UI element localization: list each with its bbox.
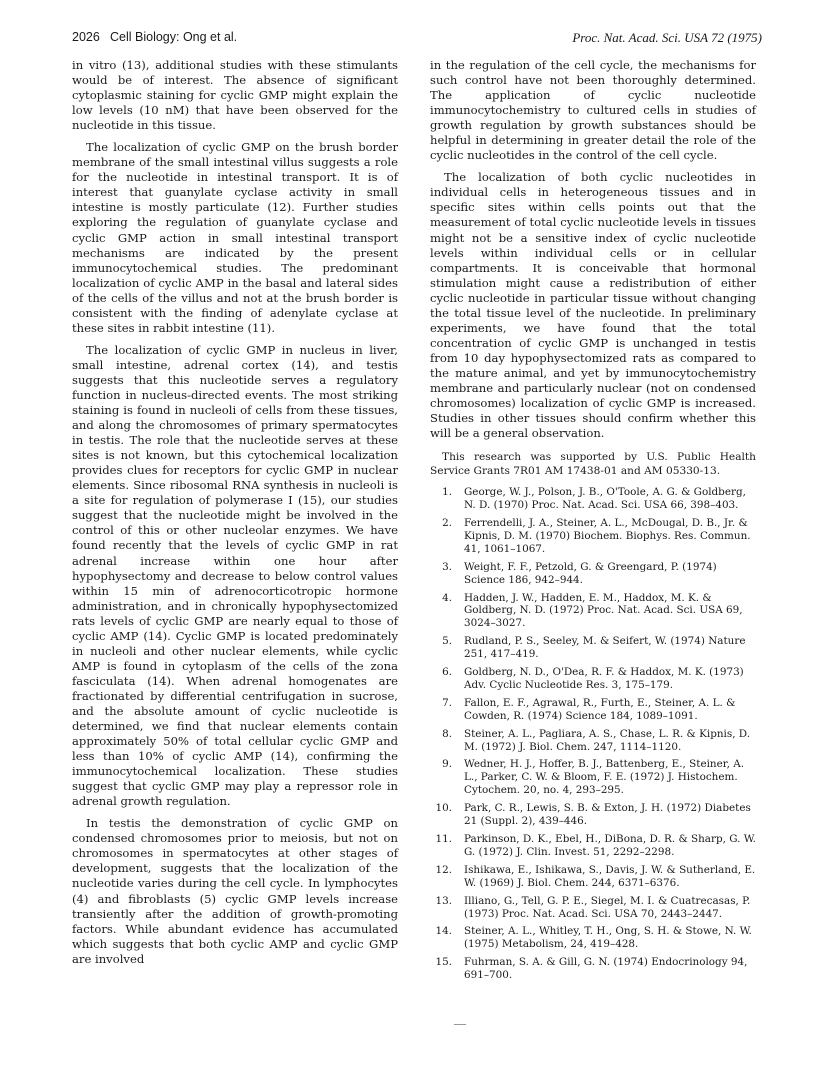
reference-number: 8. <box>442 727 452 740</box>
reference-item <box>430 833 756 859</box>
paragraph: The localization of cyclic GMP on the brush border membrane of the small intestinal villus suggests a role for the nucleotide in intestinal transport. It is of interest that guanylate cyclase activity in small intestine is mostly particulate (12). Further studies exploring the regulation of guanylate cyclase and cyclic GMP action in small intestinal transport mechanisms are indicated by the present immunocytochemical studies. The predominant localization of cyclic AMP in the basal and lateral sides of the cells of the villus and not at the brush border is consistent with the finding of adenylate cyclase at these sites in rabbit intestine (11). <box>72 140 398 335</box>
reference-number: 3. <box>442 560 452 573</box>
reference-item <box>430 666 756 692</box>
reference-text: Steiner, A. L., Pagliara, A. S., Chase, L. R. & Kipnis, D. M. (1972) J. Biol. Chem. 247, 1114–1120. <box>464 727 751 753</box>
reference-number: 9. <box>442 758 452 771</box>
left-column <box>72 58 398 974</box>
reference-text: Fuhrman, S. A. & Gill, G. N. (1974) Endocrinology 94, 691–700. <box>464 956 748 982</box>
reference-number: 6. <box>442 666 452 679</box>
reference-item <box>430 895 756 921</box>
reference-item <box>430 802 756 828</box>
reference-number: 11. <box>435 833 452 846</box>
reference-number: 2. <box>442 516 452 529</box>
reference-text: Wedner, H. J., Hoffer, B. J., Battenberg, E., Steiner, A. L., Parker, C. W. & Bloom, F. E. (1972) J. Histochem. Cytochem. 20, no. 4, 293–295. <box>464 758 745 797</box>
reference-item <box>430 561 756 587</box>
journal-citation: Proc. Nat. Acad. Sci. USA 72 (1975) <box>572 30 762 45</box>
reference-text: Rudland, P. S., Seeley, M. & Seifert, W. (1974) Nature 251, 417–419. <box>464 635 746 661</box>
reference-text: George, W. J., Polson, J. B., O'Toole, A. G. & Goldberg, N. D. (1970) Proc. Nat. Acad. Sci. USA 66, 398–403. <box>464 486 746 512</box>
acknowledgment: This research was supported by U.S. Public Health Service Grants 7R01 AM 17438-01 and AM 05330-13. <box>430 451 756 477</box>
reference-text: Fallon, E. F., Agrawal, R., Furth, E., Steiner, A. L. & Cowden, R. (1974) Science 184, 1089–1091. <box>464 696 736 722</box>
reference-item <box>430 956 756 982</box>
reference-item <box>430 592 756 631</box>
reference-item <box>430 758 756 797</box>
reference-item <box>430 486 756 512</box>
reference-number: 10. <box>435 802 452 815</box>
reference-text: Steiner, A. L., Whitley, T. H., Ong, S. H. & Stowe, N. W. (1975) Metabolism, 24, 419–428. <box>464 925 752 951</box>
reference-item <box>430 697 756 723</box>
reference-text: Hadden, J. W., Hadden, E. M., Haddox, M. K. & Goldberg, N. D. (1972) Proc. Nat. Acad. Sci. USA 69, 3024–3027. <box>464 591 743 630</box>
reference-number: 7. <box>442 696 452 709</box>
reference-number: 12. <box>435 863 452 876</box>
reference-item <box>430 728 756 754</box>
reference-list <box>430 486 756 982</box>
reference-number: 1. <box>442 486 452 499</box>
section-title: Cell Biology: Ong et al. <box>110 30 238 44</box>
page-number: 2026 <box>72 30 100 44</box>
reference-text: Ferrendelli, J. A., Steiner, A. L., McDougal, D. B., Jr. & Kipnis, D. M. (1970) Biochem. Biophys. Res. Commun. 41, 1061–1067. <box>464 516 751 555</box>
paragraph: The localization of both cyclic nucleotides in individual cells in heterogeneous tissues and in specific sites within cells points out that the measurement of total cyclic nucleotide levels in tissues might not be a sensitive index of cyclic nucleotide levels within individual cells or in cellular compartments. It is conceivable that hormonal stimulation might cause a redistribution of either cyclic nucleotide in particular tissue without changing the total tissue level of the nucleotide. In preliminary experiments, we have found that the total concentration of cyclic GMP is unchanged in testis from 10 day hypophysectomized rats as compared to the mature animal, and yet by immunocytochemistry membrane and particularly nuclear (not on condensed chromosomes) localization of cyclic GMP is increased. Studies in other tissues should confirm whether this will be a general observation. <box>430 170 756 441</box>
page-header <box>72 30 762 50</box>
reference-text: Illiano, G., Tell, G. P. E., Siegel, M. I. & Cuatrecasas, P. (1973) Proc. Nat. Acad. Sci. USA 70, 2443–2447. <box>464 894 751 920</box>
reference-number: 15. <box>435 956 452 969</box>
paragraph: in vitro (13), additional studies with these stimulants would be of interest. The absence of significant cytoplasmic staining for cyclic GMP might explain the low levels (10 nM) that have been observed for the nucleotide in this tissue. <box>72 58 398 133</box>
reference-number: 5. <box>442 635 452 648</box>
reference-text: Parkinson, D. K., Ebel, H., DiBona, D. R. & Sharp, G. W. G. (1972) J. Clin. Invest. 51, 2292–2298. <box>464 833 756 858</box>
reference-text: Park, C. R., Lewis, S. B. & Exton, J. H. (1972) Diabetes 21 (Suppl. 2), 439–446. <box>464 802 751 828</box>
reference-text: Weight, F. F., Petzold, G. & Greengard, P. (1974) Science 186, 942–944. <box>464 560 717 586</box>
reference-item <box>430 864 756 890</box>
paragraph: The localization of cyclic GMP in nucleus in liver, small intestine, adrenal cortex (14), and testis suggests that this nucleotide serves a regulatory function in nucleus-directed events. The most striking staining is found in nucleoli of cells from these tissues, and along the chromosomes of primary spermatocytes in testis. The role that the nucleotide serves at these sites is not known, but this cytochemical localization provides clues for receptors for cyclic GMP in nuclear elements. Since ribosomal RNA synthesis in nucleoli is a site for regulation of polymerase I (15), our studies suggest that the nucleotide might be involved in the control of this or other nucleolar enzymes. We have found recently that the levels of cyclic GMP in rat adrenal increase within one hour after hypophysectomy and decrease to below control values within 15 min of adrenocorticotropic hormone administration, and in chronically hypophysectomized rats levels of cyclic GMP are nearly equal to those of cyclic AMP (14). Cyclic GMP is located predominately in nucleoli and other nuclear elements, while cyclic AMP is found in cytoplasm of the cells of the zona fasciculata (14). When adrenal homogenates are fractionated by differential centrifugation in sucrose, and the absolute amount of cyclic nucleotide is determined, we find that nuclear elements contain approximately 50% of total cellular cyclic GMP and less than 10% of cyclic AMP (14), confirming the immunocytochemical localization. These studies suggest that cyclic GMP may play a repressor role in adrenal growth regulation. <box>72 342 398 809</box>
reference-item <box>430 925 756 951</box>
reference-item <box>430 517 756 556</box>
reference-text: Goldberg, N. D., O'Dea, R. F. & Haddox, M. K. (1973) Adv. Cyclic Nucleotide Res. 3, 175–179. <box>464 666 744 691</box>
paragraph: In testis the demonstration of cyclic GMP on condensed chromosomes prior to meiosis, but not on chromosomes in spermatocytes at other stages of development, suggests that the localization of the nucleotide varies during the cell cycle. In lymphocytes (4) and fibroblasts (5) cyclic GMP levels increase transiently after the addition of growth-promoting factors. While abundant evidence has accumulated which suggests that both cyclic AMP and cyclic GMP are involved <box>72 816 398 966</box>
right-column <box>430 58 756 987</box>
reference-item <box>430 635 756 661</box>
reference-number: 13. <box>435 894 452 907</box>
reference-text: Ishikawa, E., Ishikawa, S., Davis, J. W. & Sutherland, E. W. (1969) J. Biol. Chem. 244, 6371–6376. <box>464 863 756 889</box>
reference-number: 4. <box>442 591 452 604</box>
reference-number: 14. <box>435 925 452 938</box>
paragraph: in the regulation of the cell cycle, the mechanisms for such control have not been thoroughly determined. The application of cyclic nucleotide immunocytochemistry to cultured cells in studies of growth regulation by growth substances should be helpful in determining in greater detail the role of the cyclic nucleotides in the control of the cell cycle. <box>430 58 756 163</box>
scan-mark <box>454 1024 466 1025</box>
